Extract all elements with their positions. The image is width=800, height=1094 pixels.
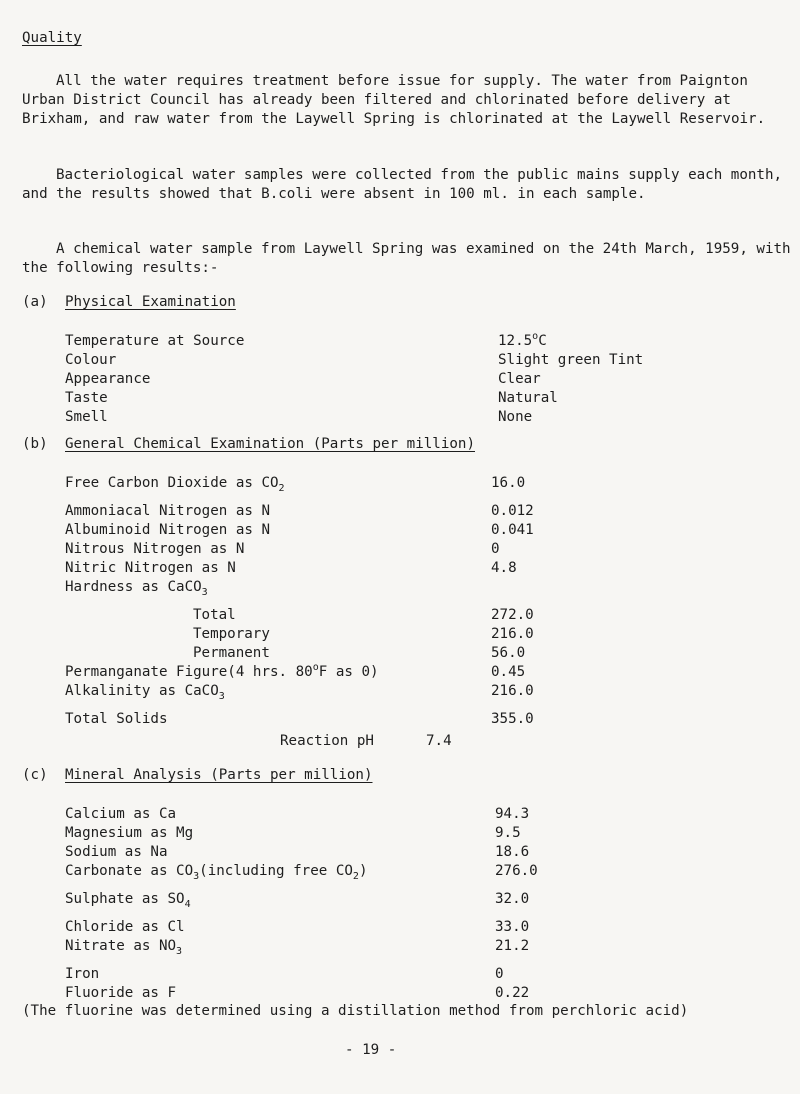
row-label: Alkalinity as CaCO$_3$	[65, 683, 225, 702]
row-value: 0.22	[495, 985, 530, 1001]
row-label: Hardness as CaCO$_3$	[65, 579, 208, 598]
row-value: Natural	[498, 390, 558, 406]
row-value: Slight green Tint	[498, 352, 644, 368]
row-label: Ammoniacal Nitrogen as N	[65, 503, 270, 519]
section-a-letter: (a)	[22, 294, 48, 310]
row-label: Appearance	[65, 371, 151, 387]
row-value: 56.0	[491, 645, 526, 661]
row-value: 355.0	[491, 711, 534, 727]
row-value: None	[498, 409, 533, 425]
section-b-letter: (b)	[22, 436, 48, 452]
row-label: Total	[193, 607, 236, 623]
row-value: 16.0	[491, 475, 526, 491]
row-label: Nitrous Nitrogen as N	[65, 541, 245, 557]
row-label: Permanganate Figure(4 hrs. 80$^o$F as 0)	[65, 662, 379, 680]
row-value: 4.8	[491, 560, 517, 576]
row-label: Nitric Nitrogen as N	[65, 560, 236, 576]
row-value: 272.0	[491, 607, 534, 623]
row-label: Permanent	[193, 645, 270, 661]
row-value: 0	[491, 541, 500, 557]
section-a-title: Physical Examination	[65, 294, 236, 310]
row-label: Carbonate as $CO_3(including$ free $CO_2$)	[65, 863, 368, 882]
row-value: 0.041	[491, 522, 534, 538]
row-label: Nitrate as $NO_3$	[65, 938, 183, 957]
row-value: 276.0	[495, 863, 538, 879]
row-label: Reaction pH	[280, 733, 374, 749]
row-label: Free Carbon Dioxide as $CO_2$	[65, 475, 285, 494]
row-value: 21.2	[495, 938, 530, 954]
section-c-title: Mineral Analysis (Parts per million)	[65, 767, 373, 783]
row-value: 12.5$^o$C	[498, 331, 547, 349]
row-label: Temperature at Source	[65, 333, 245, 349]
row-value: 0.012	[491, 503, 534, 519]
row-value: 0.45	[491, 664, 526, 680]
row-value: 216.0	[491, 683, 534, 699]
row-label: Albuminoid Nitrogen as N	[65, 522, 270, 538]
row-label: Sodium as Na	[65, 844, 168, 860]
row-value: Clear	[498, 371, 541, 387]
paragraph-chemical-sample: A chemical water sample from Laywell Spring was examined on the 24th March, 1959, with the following results:-	[22, 241, 791, 276]
page-number: - 19 -	[345, 1042, 397, 1058]
paragraph-treatment: All the water requires treatment before issue for supply. The water from Paignton Urban District Council has already been filtered and chlorinated before delivery at Brixham, and raw water from the Laywell Spring is chlorinated at the Laywell Reservoir.	[22, 73, 766, 127]
row-label: Fluoride as F	[65, 985, 177, 1001]
row-value: 7.4	[426, 733, 452, 749]
row-value: 9.5	[495, 825, 521, 841]
row-label: Iron	[65, 966, 100, 982]
row-value: 0	[495, 966, 504, 982]
footnote: (The fluorine was determined using a distillation method from perchloric acid)	[22, 1003, 689, 1019]
row-value: 18.6	[495, 844, 530, 860]
section-heading-quality: Quality	[22, 30, 82, 46]
row-label: Smell	[65, 409, 108, 425]
row-label: Magnesium as Mg	[65, 825, 194, 841]
row-value: 33.0	[495, 919, 530, 935]
row-label: Temporary	[193, 626, 270, 642]
row-label: Calcium as Ca	[65, 806, 177, 822]
row-label: Colour	[65, 352, 117, 368]
section-c-letter: (c)	[22, 767, 48, 783]
row-label: Chloride as Cl	[65, 919, 185, 935]
row-value: 216.0	[491, 626, 534, 642]
paragraph-bacteriological: Bacteriological water samples were collected from the public mains supply each month, and the results showed that B.coli were absent in 100 ml. in each sample.	[22, 167, 783, 202]
row-label: Taste	[65, 390, 108, 406]
row-label: Sulphate as $SO_4$	[65, 891, 191, 910]
row-label: Total Solids	[65, 711, 168, 727]
section-b-title: General Chemical Examination (Parts per million)	[65, 436, 475, 452]
row-value: 32.0	[495, 891, 530, 907]
row-value: 94.3	[495, 806, 530, 822]
